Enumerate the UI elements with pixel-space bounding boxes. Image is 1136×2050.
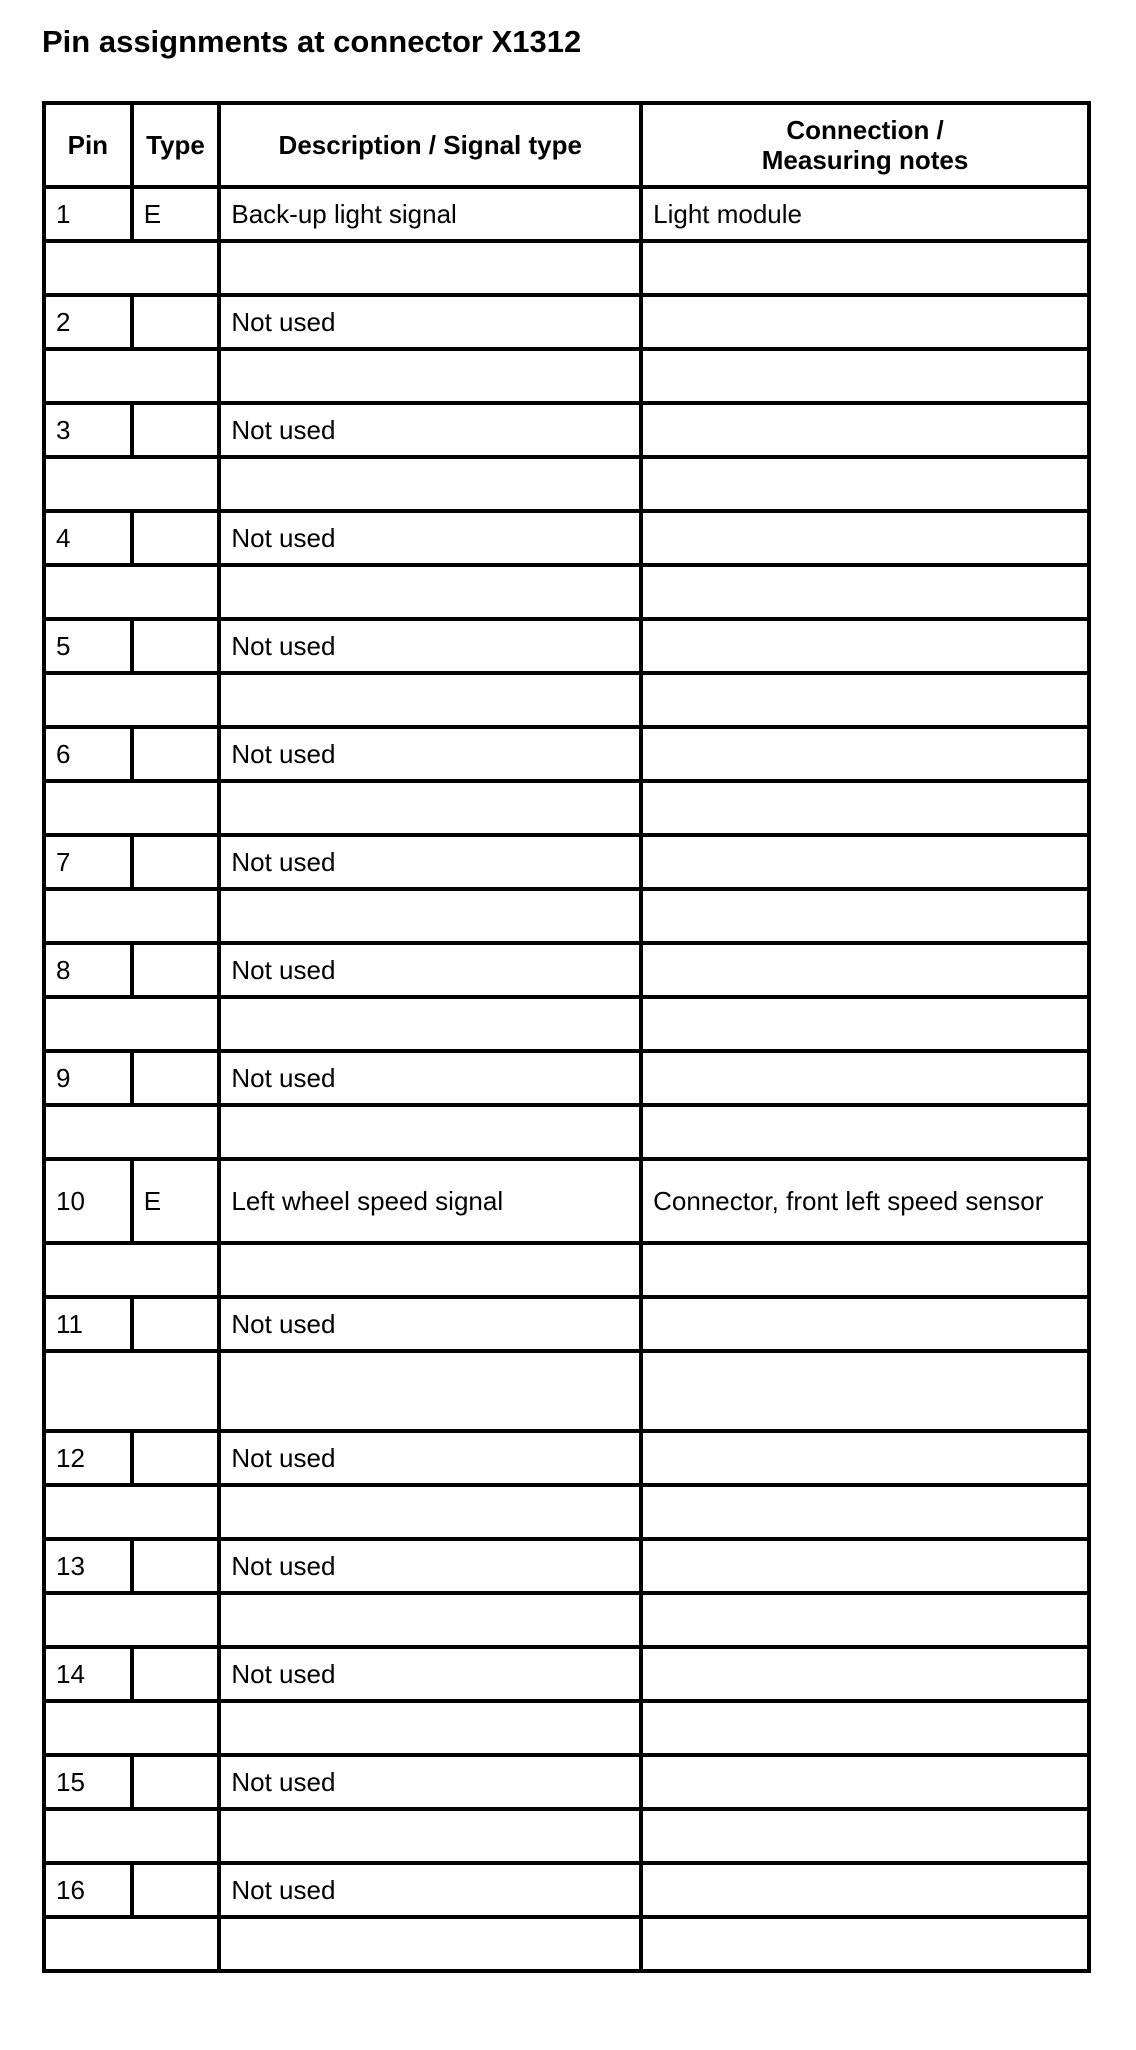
table-spacer-row — [44, 1809, 1089, 1863]
spacer-description-cell — [219, 1809, 641, 1863]
table-spacer-row — [44, 1105, 1089, 1159]
type-cell: E — [132, 187, 220, 241]
type-cell — [132, 403, 220, 457]
spacer-connection-cell — [641, 997, 1089, 1051]
table-row — [44, 403, 1089, 457]
spacer-description-cell — [219, 1917, 641, 1971]
type-cell — [132, 1431, 220, 1485]
spacer-description-cell — [219, 1351, 641, 1431]
type-cell — [132, 511, 220, 565]
description-cell: Not used — [219, 835, 641, 889]
type-cell — [132, 1051, 220, 1105]
spacer-pin-type-cell — [44, 1593, 219, 1647]
table-spacer-row — [44, 457, 1089, 511]
description-cell: Not used — [219, 727, 641, 781]
description-cell: Not used — [219, 511, 641, 565]
table-row — [44, 727, 1089, 781]
pin-cell: 4 — [44, 511, 132, 565]
header-pin: Pin — [44, 103, 132, 187]
spacer-connection-cell — [641, 673, 1089, 727]
description-cell: Not used — [219, 619, 641, 673]
spacer-pin-type-cell — [44, 997, 219, 1051]
page-title: Pin assignments at connector X1312 — [42, 24, 582, 59]
pin-cell: 2 — [44, 295, 132, 349]
spacer-pin-type-cell — [44, 349, 219, 403]
pin-cell: 12 — [44, 1431, 132, 1485]
spacer-description-cell — [219, 1485, 641, 1539]
pin-cell: 7 — [44, 835, 132, 889]
pin-cell: 11 — [44, 1297, 132, 1351]
connection-cell — [641, 619, 1089, 673]
connection-cell: Light module — [641, 187, 1089, 241]
spacer-description-cell — [219, 565, 641, 619]
spacer-connection-cell — [641, 1701, 1089, 1755]
spacer-description-cell — [219, 673, 641, 727]
spacer-description-cell — [219, 1593, 641, 1647]
spacer-pin-type-cell — [44, 457, 219, 511]
pin-cell: 15 — [44, 1755, 132, 1809]
pin-assignment-table — [42, 101, 1091, 1973]
connection-cell: Connector, front left speed sensor — [641, 1159, 1089, 1243]
spacer-pin-type-cell — [44, 1485, 219, 1539]
header-description: Description / Signal type — [219, 103, 641, 187]
table-spacer-row — [44, 997, 1089, 1051]
spacer-connection-cell — [641, 1809, 1089, 1863]
table-spacer-row — [44, 1351, 1089, 1431]
table-row — [44, 943, 1089, 997]
connection-cell — [641, 727, 1089, 781]
description-cell: Not used — [219, 1431, 641, 1485]
table-row — [44, 1159, 1089, 1243]
spacer-description-cell — [219, 997, 641, 1051]
spacer-pin-type-cell — [44, 1701, 219, 1755]
connection-cell — [641, 511, 1089, 565]
description-cell: Not used — [219, 403, 641, 457]
pin-cell: 10 — [44, 1159, 132, 1243]
table-spacer-row — [44, 673, 1089, 727]
table-spacer-row — [44, 1917, 1089, 1971]
description-cell: Not used — [219, 1755, 641, 1809]
table-header-row — [44, 103, 1089, 187]
type-cell — [132, 1755, 220, 1809]
header-connection-line1: Connection / — [786, 115, 944, 145]
spacer-pin-type-cell — [44, 1809, 219, 1863]
table-row — [44, 1051, 1089, 1105]
description-cell: Not used — [219, 943, 641, 997]
type-cell — [132, 1297, 220, 1351]
spacer-pin-type-cell — [44, 1917, 219, 1971]
table-row — [44, 511, 1089, 565]
spacer-description-cell — [219, 349, 641, 403]
spacer-connection-cell — [641, 1105, 1089, 1159]
spacer-connection-cell — [641, 241, 1089, 295]
connection-cell — [641, 295, 1089, 349]
type-cell — [132, 1863, 220, 1917]
pin-cell: 1 — [44, 187, 132, 241]
spacer-connection-cell — [641, 457, 1089, 511]
table-row — [44, 835, 1089, 889]
description-cell: Back-up light signal — [219, 187, 641, 241]
type-cell — [132, 835, 220, 889]
pin-cell: 13 — [44, 1539, 132, 1593]
table-row — [44, 1431, 1089, 1485]
pin-cell: 6 — [44, 727, 132, 781]
description-cell: Not used — [219, 295, 641, 349]
spacer-pin-type-cell — [44, 1105, 219, 1159]
spacer-description-cell — [219, 1701, 641, 1755]
connection-cell — [641, 835, 1089, 889]
connection-cell — [641, 1051, 1089, 1105]
table-spacer-row — [44, 1593, 1089, 1647]
table-row — [44, 1647, 1089, 1701]
table-spacer-row — [44, 1485, 1089, 1539]
spacer-pin-type-cell — [44, 781, 219, 835]
spacer-description-cell — [219, 457, 641, 511]
spacer-description-cell — [219, 1243, 641, 1297]
spacer-pin-type-cell — [44, 889, 219, 943]
table-spacer-row — [44, 241, 1089, 295]
connection-cell — [641, 1539, 1089, 1593]
table-row — [44, 1297, 1089, 1351]
spacer-description-cell — [219, 1105, 641, 1159]
description-cell: Not used — [219, 1647, 641, 1701]
header-connection-line2: Measuring notes — [761, 145, 969, 175]
pin-cell: 16 — [44, 1863, 132, 1917]
connection-cell — [641, 1647, 1089, 1701]
table-row — [44, 619, 1089, 673]
spacer-connection-cell — [641, 1593, 1089, 1647]
type-cell: E — [132, 1159, 220, 1243]
connection-cell — [641, 1863, 1089, 1917]
table-spacer-row — [44, 889, 1089, 943]
type-cell — [132, 295, 220, 349]
table-spacer-row — [44, 1243, 1089, 1297]
description-cell: Not used — [219, 1863, 641, 1917]
table-spacer-row — [44, 781, 1089, 835]
table-spacer-row — [44, 1701, 1089, 1755]
spacer-connection-cell — [641, 781, 1089, 835]
description-cell: Left wheel speed signal — [219, 1159, 641, 1243]
spacer-connection-cell — [641, 1351, 1089, 1431]
description-cell: Not used — [219, 1539, 641, 1593]
spacer-connection-cell — [641, 1485, 1089, 1539]
table-body — [44, 187, 1089, 1971]
spacer-pin-type-cell — [44, 1243, 219, 1297]
spacer-connection-cell — [641, 889, 1089, 943]
spacer-pin-type-cell — [44, 241, 219, 295]
pin-cell: 3 — [44, 403, 132, 457]
header-connection — [641, 103, 1089, 187]
spacer-pin-type-cell — [44, 1351, 219, 1431]
spacer-description-cell — [219, 889, 641, 943]
spacer-connection-cell — [641, 1917, 1089, 1971]
type-cell — [132, 1539, 220, 1593]
type-cell — [132, 727, 220, 781]
spacer-connection-cell — [641, 1243, 1089, 1297]
connection-cell — [641, 1755, 1089, 1809]
type-cell — [132, 619, 220, 673]
spacer-pin-type-cell — [44, 565, 219, 619]
spacer-pin-type-cell — [44, 673, 219, 727]
spacer-connection-cell — [641, 349, 1089, 403]
table-spacer-row — [44, 349, 1089, 403]
connection-cell — [641, 403, 1089, 457]
type-cell — [132, 1647, 220, 1701]
table-spacer-row — [44, 565, 1089, 619]
table-row — [44, 1863, 1089, 1917]
table-row — [44, 187, 1089, 241]
pin-cell: 9 — [44, 1051, 132, 1105]
spacer-description-cell — [219, 241, 641, 295]
description-cell: Not used — [219, 1297, 641, 1351]
connection-cell — [641, 943, 1089, 997]
spacer-connection-cell — [641, 565, 1089, 619]
spacer-description-cell — [219, 781, 641, 835]
pin-cell: 14 — [44, 1647, 132, 1701]
type-cell — [132, 943, 220, 997]
description-cell: Not used — [219, 1051, 641, 1105]
table-row — [44, 295, 1089, 349]
connection-cell — [641, 1431, 1089, 1485]
pin-cell: 5 — [44, 619, 132, 673]
connection-cell — [641, 1297, 1089, 1351]
table-row — [44, 1539, 1089, 1593]
table-row — [44, 1755, 1089, 1809]
pin-cell: 8 — [44, 943, 132, 997]
header-type: Type — [132, 103, 220, 187]
